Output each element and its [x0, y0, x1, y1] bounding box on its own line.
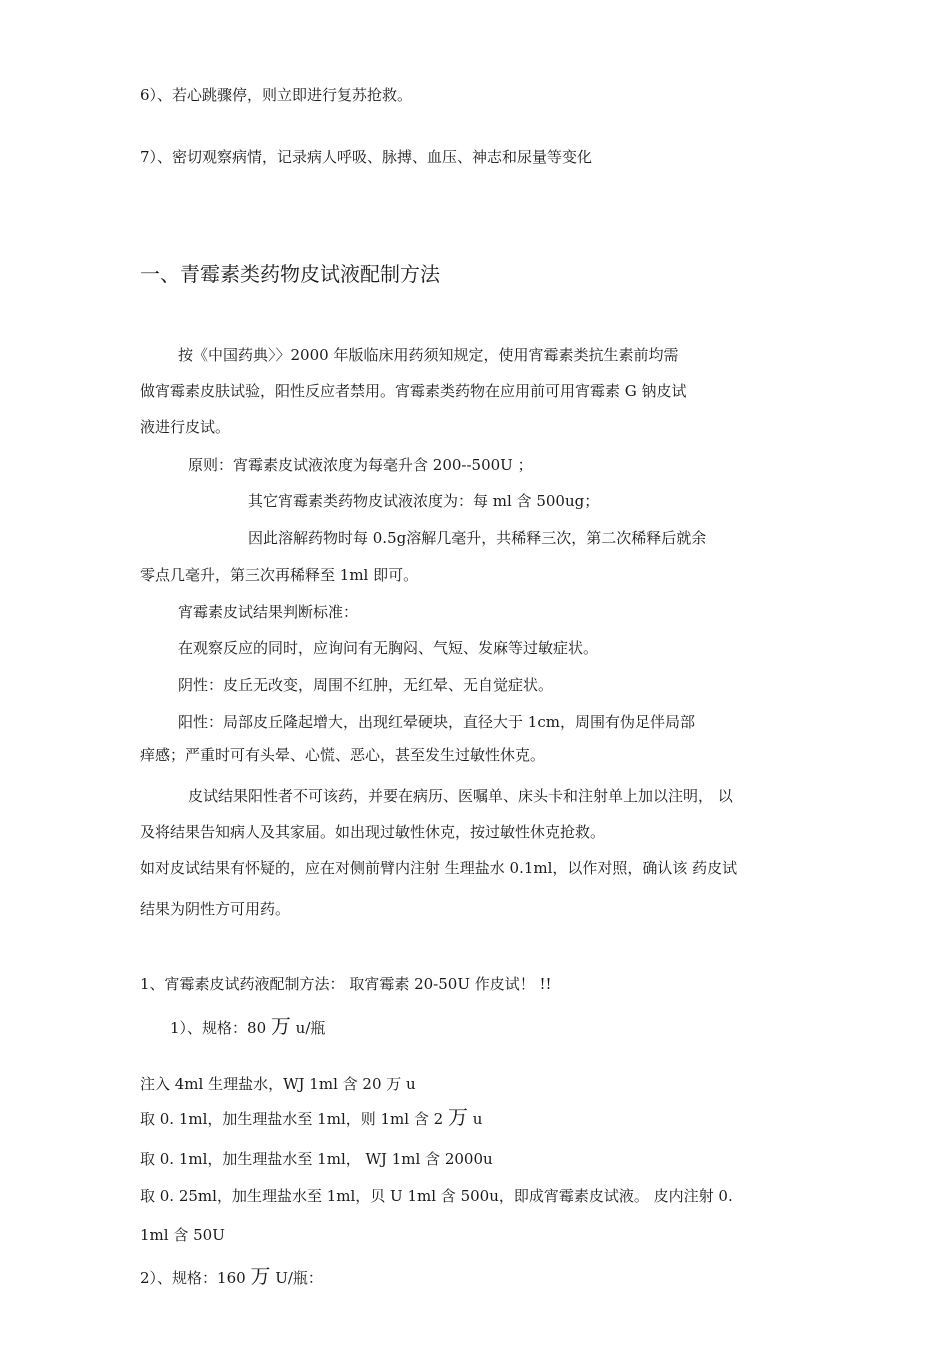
forbidden-line-1: 皮试结果阳性者不可该药，并要在病历、医嘱单、床头卡和注射单上加以注明， 以 — [188, 787, 733, 805]
item-6: 6）、若心跳骤停，则立即进行复苏抢救。 — [140, 86, 413, 104]
step-2-suffix: u — [467, 1110, 483, 1128]
method-title: 1、宵霉素皮试药液配制方法： 取宵霉素 20-50U 作皮试！ !! — [140, 975, 552, 993]
positive-line-2: 痒感；严重时可有头晕、心慌、恶心，甚至发生过敏性休克。 — [140, 746, 546, 764]
spec-1 — [170, 1016, 325, 1038]
step-4: 取 0. 25ml，加生理盐水至 1ml，贝 U 1ml 含 500u，即成宵霉素皮试液。 皮内注射 0. — [140, 1187, 733, 1205]
spec-1-prefix: 1）、规格：80 — [170, 1019, 271, 1037]
section-heading: 一、青霉素类药物皮试液配制方法 — [140, 262, 440, 286]
step-2-unit: 万 — [447, 1105, 468, 1129]
spec-2-suffix: U/瓶： — [270, 1269, 323, 1287]
doubt-line-1: 如对皮试结果有怀疑的，应在对侧前臂内注射 生理盐水 0.1ml，以作对照，确认该 药皮试 — [140, 859, 738, 877]
step-2-prefix: 取 0. 1ml，加生理盐水至 1ml，则 1ml 含 2 — [140, 1110, 448, 1128]
step-1: 注入 4ml 生理盐水，WJ 1ml 含 20 万 u — [140, 1075, 416, 1093]
spec-1-unit: 万 — [270, 1014, 291, 1038]
principle-line: 原则：宵霉素皮试液浓度为每毫升含 200--500U ； — [188, 456, 533, 474]
forbidden-line-2: 及将结果告知病人及其家届。如出现过敏性休克，按过敏性休克抢救。 — [140, 823, 606, 841]
positive-line-1: 阳性：局部皮丘隆起增大，出现红晕硬块，直径大于 1cm，周围有伪足伴局部 — [178, 713, 695, 731]
observe-line: 在观察反应的同时，应询问有无胸闷、气短、发麻等过敏症状。 — [178, 639, 599, 657]
step-5: 1ml 含 50U — [140, 1226, 225, 1244]
step-3: 取 0. 1ml，加生理盐水至 1ml， WJ 1ml 含 2000u — [140, 1150, 493, 1168]
item-7: 7）、密切观察病情，记录病人呼吸、脉搏、血压、神志和尿量等变化 — [140, 148, 593, 166]
spec-2 — [140, 1266, 323, 1288]
dissolve-line-2: 零点几毫升，第三次再稀释至 1ml 即可。 — [140, 566, 419, 584]
negative-line: 阴性：皮丘无改变，周围不红肿，无红晕、无自觉症状。 — [178, 676, 554, 694]
doubt-line-2: 结果为阴性方可用药。 — [140, 900, 291, 918]
criteria-title: 宵霉素皮试结果判断标准： — [178, 603, 359, 621]
spec-2-prefix: 2）、规格：160 — [140, 1269, 251, 1287]
spec-2-unit: 万 — [250, 1264, 271, 1288]
intro-line-2: 做宵霉素皮肤试验，阳性反应者禁用。宵霉素类药物在应用前可用宵霉素 G 钠皮试 — [140, 382, 687, 400]
spec-1-suffix: u/瓶 — [290, 1019, 326, 1037]
intro-line-1: 按《中国药典〉〉2000 年版临床用药须知规定，使用宵霉素类抗生素前均需 — [178, 346, 679, 364]
dissolve-line-1: 因此溶解药物时每 0.5g溶解几毫升，共稀释三次，第二次稀释后就余 — [248, 529, 707, 547]
step-2 — [140, 1107, 482, 1129]
other-drugs-line: 其它宵霉素类药物皮试液浓度为：每 ml 含 500ug； — [248, 492, 600, 510]
intro-line-3: 液进行皮试。 — [140, 418, 231, 436]
